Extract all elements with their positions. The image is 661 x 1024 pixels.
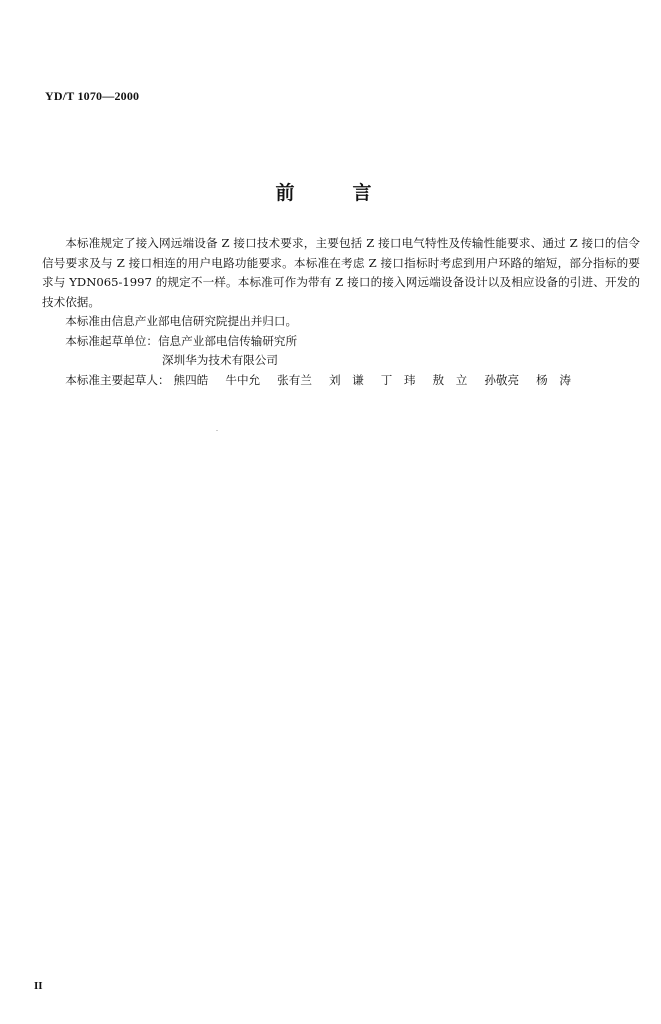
standard-code: YD/T 1070—2000 xyxy=(45,89,140,103)
page-title: 前言 xyxy=(275,182,430,204)
paragraph-scope: 本标准规定了接入网远端设备 Z 接口技术要求，主要包括 Z 接口电气特性及传输性能要求、通过 Z 接口的信令信号要求及与 Z 接口相连的用户电路功能要求。本标准在考虑 Z 接口指标时考虑到用户环路的缩短，部分指标的要求与 YDN065-1997 的规定不一样。本标准可作为带有 Z 接口的接入网远端设备设计以及相应设备的引进、开发的技术依据。 xyxy=(42,236,640,309)
drafters-line xyxy=(42,371,640,391)
drafter-name: 敖 立 xyxy=(432,372,468,387)
drafter-name: 熊四皓 xyxy=(173,372,209,387)
drafting-unit-1: 信息产业部电信传输研究所 xyxy=(157,333,298,348)
drafters-label: 本标准主要起草人： xyxy=(65,372,170,387)
foreword-body xyxy=(42,234,640,390)
drafter-name: 张有兰 xyxy=(277,372,312,387)
drafter-name: 丁 玮 xyxy=(380,372,416,387)
drafting-unit-2: 深圳华为技术有限公司 xyxy=(162,353,278,367)
scan-speck xyxy=(216,430,218,431)
page-number: II xyxy=(34,980,43,992)
drafter-name: 杨 涛 xyxy=(536,372,571,387)
drafting-unit-line-2 xyxy=(42,351,640,371)
paragraph-proposer: 本标准由信息产业部电信研究院提出并归口。 xyxy=(65,314,298,328)
drafter-name: 牛中允 xyxy=(225,372,261,387)
drafting-unit-line xyxy=(42,332,640,352)
drafter-name: 孙敬亮 xyxy=(484,372,520,387)
drafting-units-label: 本标准起草单位： xyxy=(65,333,158,348)
drafter-name: 刘 谦 xyxy=(328,372,364,387)
